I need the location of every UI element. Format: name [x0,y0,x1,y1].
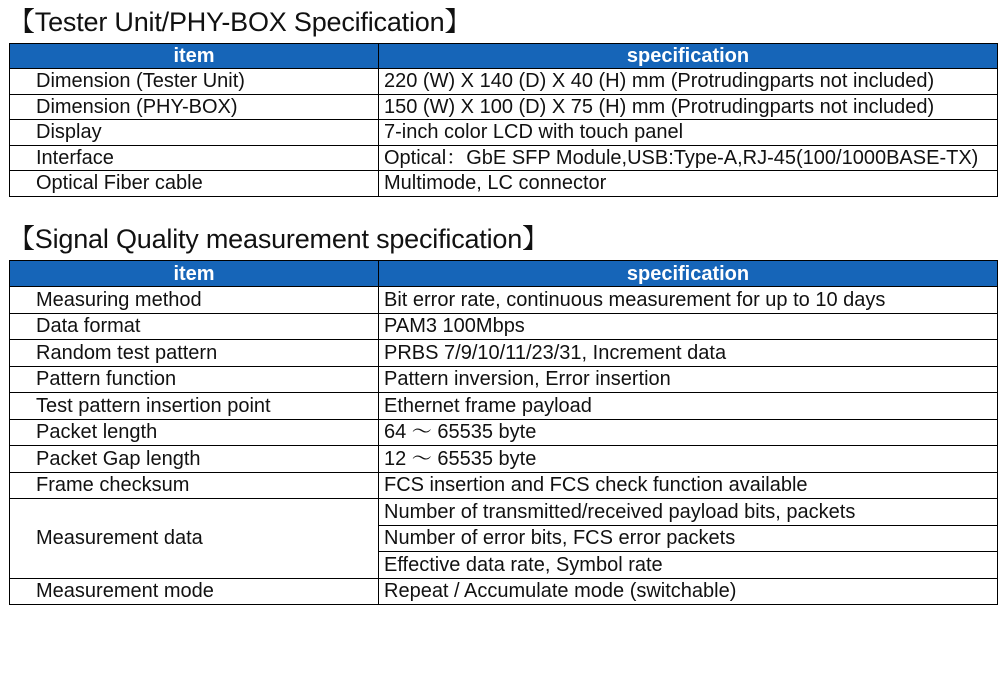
spec-cell: Ethernet frame payload [379,393,998,420]
spec-cell: FCS insertion and FCS check function available [379,472,998,499]
table-row [10,578,998,605]
item-cell-measurement-data: Measurement data [10,499,379,579]
signal-quality-spec-table [9,260,998,605]
item-cell: Packet length [10,419,379,446]
item-cell: Measuring method [10,287,379,314]
item-cell: Pattern function [10,366,379,393]
spec-cell: Repeat / Accumulate mode (switchable) [379,578,998,605]
table-row [10,446,998,473]
spec-cell: 150 (W) X 100 (D) X 75 (H) mm (Protrudingparts not included) [379,94,998,120]
table-row [10,94,998,120]
spec-cell: 12 ～ 65535 byte [379,446,998,473]
spec-cell: Pattern inversion, Error insertion [379,366,998,393]
item-cell: Frame checksum [10,472,379,499]
table-header-row [10,44,998,69]
section-title-tester-unit: 【Tester Unit/PHY-BOX Specification】 [8,7,472,37]
item-cell: Random test pattern [10,340,379,367]
table-row [10,472,998,499]
table-row [10,419,998,446]
item-cell: Test pattern insertion point [10,393,379,420]
spec-cell: 220 (W) X 140 (D) X 40 (H) mm (Protrudingparts not included) [379,69,998,95]
table-row [10,313,998,340]
column-header-specification: specification [379,261,998,287]
column-header-item: item [10,261,379,287]
table-row [10,120,998,146]
table-row [10,145,998,171]
column-header-item: item [10,44,379,69]
table-header-row [10,261,998,287]
item-cell: Dimension (Tester Unit) [10,69,379,95]
spec-cell: Multimode, LC connector [379,171,998,197]
item-cell: Dimension (PHY-BOX) [10,94,379,120]
item-cell: Packet Gap length [10,446,379,473]
spec-cell: 64 ～ 65535 byte [379,419,998,446]
spec-cell: Bit error rate, continuous measurement for up to 10 days [379,287,998,314]
item-cell: Interface [10,145,379,171]
item-cell: Data format [10,313,379,340]
item-cell: Optical Fiber cable [10,171,379,197]
section-title-signal-quality: 【Signal Quality measurement specification】 [8,224,549,254]
column-header-specification: specification [379,44,998,69]
item-cell: Display [10,120,379,146]
table-row [10,499,998,526]
table-row [10,366,998,393]
table-row [10,340,998,367]
table-row [10,171,998,197]
spec-cell: PRBS 7/9/10/11/23/31, Increment data [379,340,998,367]
tester-unit-spec-table [9,43,998,197]
item-cell: Measurement mode [10,578,379,605]
spec-cell: PAM3 100Mbps [379,313,998,340]
spec-cell: 7-inch color LCD with touch panel [379,120,998,146]
spec-cell: Number of error bits, FCS error packets [379,525,998,552]
table-row [10,69,998,95]
spec-cell: Number of transmitted/received payload bits, packets [379,499,998,526]
spec-cell: Optical：GbE SFP Module,USB:Type-A,RJ-45(100/1000BASE-TX) [379,145,998,171]
table-row [10,287,998,314]
spec-cell: Effective data rate, Symbol rate [379,552,998,579]
table-row [10,393,998,420]
